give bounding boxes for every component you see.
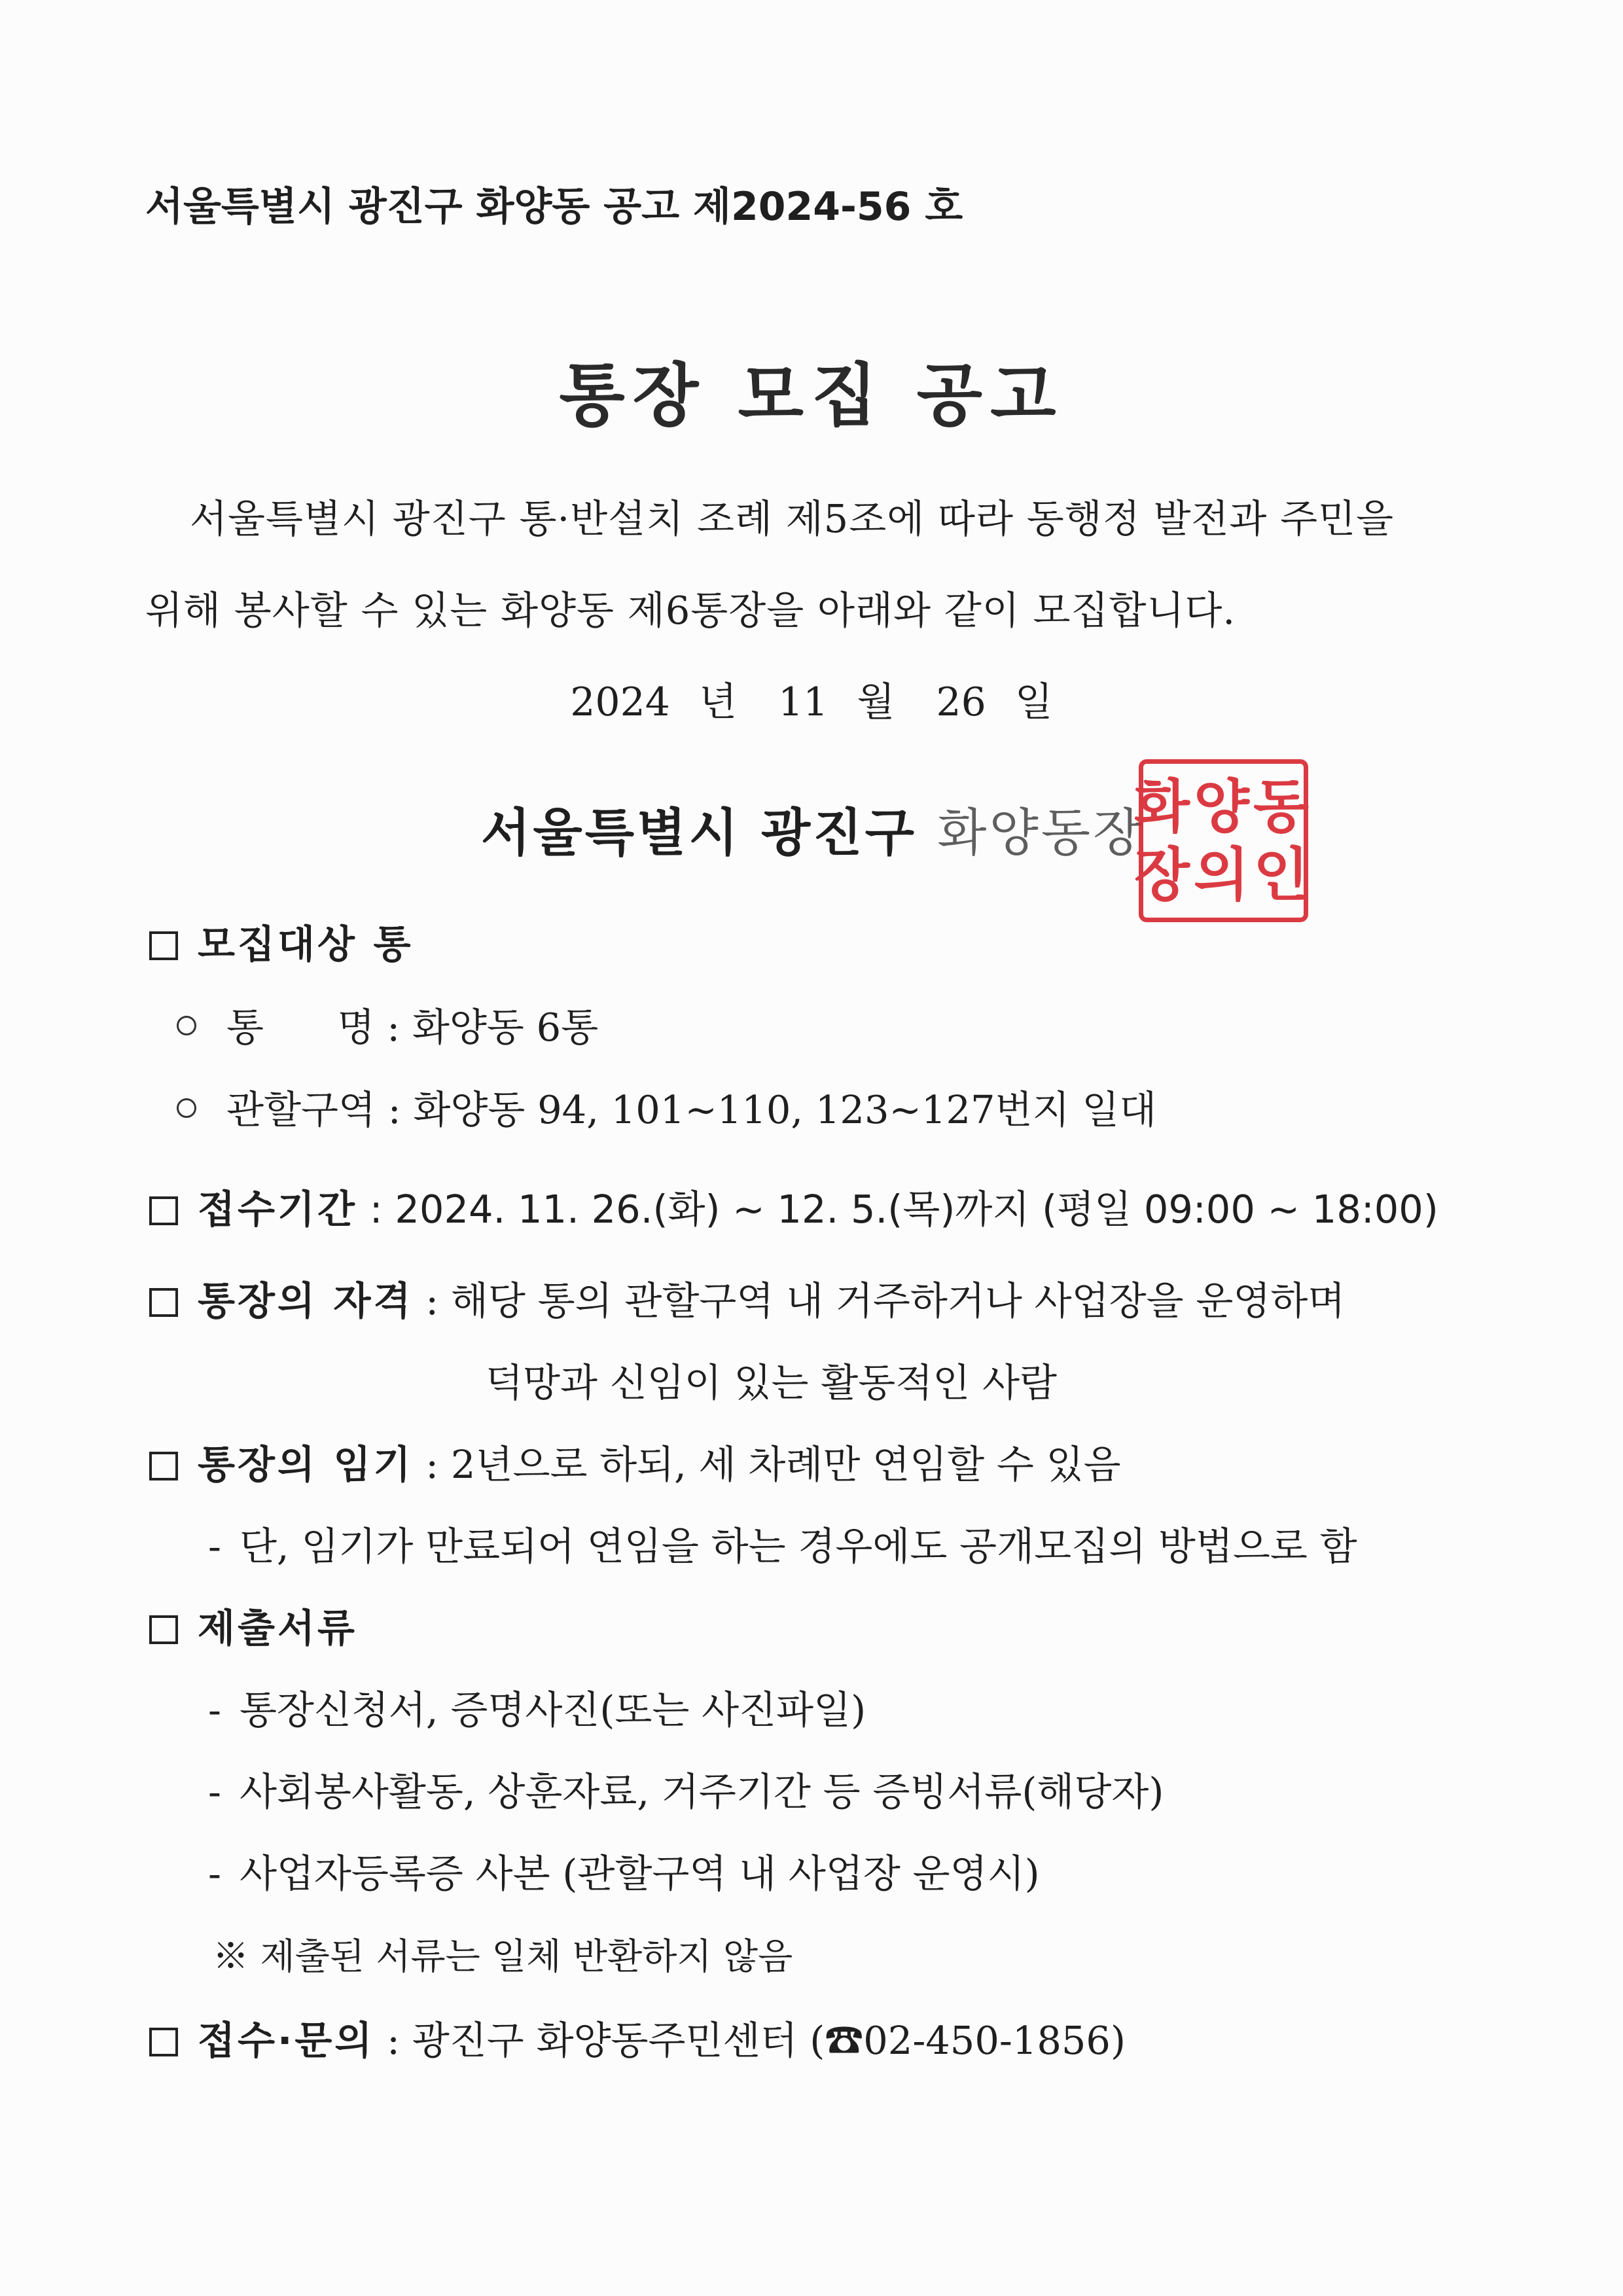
dash-bullet: - — [208, 1687, 221, 1732]
date-day-unit: 일 — [1014, 679, 1053, 725]
documents-item-text: 통장신청서, 증명사진(또는 사진파일) — [239, 1687, 866, 1732]
checkbox-square-icon — [149, 2028, 178, 2056]
checkbox-square-icon — [149, 931, 178, 960]
tong-name-value: : 화양동 6통 — [387, 1005, 599, 1050]
seal-line-2: 장의인 — [1133, 840, 1313, 908]
bullet-circle-icon — [177, 1016, 196, 1035]
checkbox-square-icon — [149, 1615, 178, 1644]
checkbox-square-icon — [149, 1452, 178, 1480]
section-term-label: 통장의 임기 — [198, 1442, 414, 1487]
date-month-unit: 월 — [857, 679, 895, 725]
documents-note: ※ 제출된 서류는 일체 반환하지 않음 — [213, 1935, 793, 1977]
issuer-org: 서울특별시 광진구 — [481, 804, 917, 863]
section-period-label: 접수기간 — [198, 1187, 357, 1232]
section-qualification-label: 통장의 자격 — [198, 1278, 414, 1323]
official-seal — [1133, 759, 1313, 922]
dash-bullet: - — [208, 1851, 221, 1896]
section-qualification-value-1: : 해당 통의 관할구역 내 거주하거나 사업장을 운영하며 — [425, 1278, 1346, 1323]
section-documents-label: 제출서류 — [198, 1605, 357, 1651]
dash-bullet: - — [208, 1769, 221, 1814]
dash-bullet: - — [208, 1524, 221, 1569]
section-target-label: 모집대상 통 — [198, 922, 414, 967]
section-target — [149, 913, 414, 969]
intro-line-1: 서울특별시 광진구 통·반설치 조례 제5조에 따라 동행정 발전과 주민을 — [190, 496, 1395, 541]
documents-item — [208, 1842, 1040, 1898]
area-label: 관할구역 — [226, 1087, 376, 1132]
section-contact-label: 접수·문의 — [198, 2018, 375, 2063]
target-tong-name — [177, 996, 598, 1052]
documents-item — [208, 1761, 1164, 1816]
checkbox-square-icon — [149, 1196, 178, 1225]
issuer — [481, 792, 1145, 865]
section-period-value: : 2024. 11. 26.(화) ~ 12. 5.(목)까지 (평일 09:00 ~ 18:00) — [369, 1187, 1438, 1232]
date-year: 2024 — [570, 679, 670, 725]
documents-item-text: 사회봉사활동, 상훈자료, 거주기간 등 증빙서류(해당자) — [239, 1769, 1164, 1814]
intro-line-2: 위해 봉사할 수 있는 화양동 제6통장을 아래와 같이 모집합니다. — [145, 588, 1236, 633]
seal-line-1: 화양동 — [1133, 772, 1313, 840]
date-day: 26 — [936, 679, 986, 725]
section-term — [149, 1433, 1121, 1489]
date-month: 11 — [778, 679, 829, 725]
target-area — [177, 1079, 1156, 1134]
section-qualification — [149, 1270, 1345, 1325]
area-value: : 화양동 94, 101~110, 123~127번지 일대 — [387, 1087, 1157, 1132]
documents-item-text: 사업자등록증 사본 (관할구역 내 사업장 운영시) — [239, 1851, 1040, 1896]
term-note-text: 단, 임기가 만료되어 연임을 하는 경우에도 공개모집의 방법으로 함 — [239, 1524, 1357, 1569]
tong-name-label: 통 명 — [226, 1005, 375, 1050]
section-documents — [149, 1597, 357, 1653]
section-term-value: : 2년으로 하되, 세 차례만 연임할 수 있음 — [425, 1442, 1121, 1487]
term-note — [208, 1515, 1357, 1571]
issuer-title: 화양동장 — [937, 804, 1145, 863]
notice-number: 서울특별시 광진구 화양동 공고 제2024-56 호 — [145, 184, 963, 230]
documents-item — [208, 1679, 866, 1734]
bullet-circle-icon — [177, 1098, 196, 1118]
date-year-unit: 년 — [698, 679, 737, 725]
notice-date — [0, 671, 1623, 727]
section-contact-value: : 광진구 화양동주민센터 (☎02-450-1856) — [387, 2018, 1126, 2063]
page-title: 통장 모집 공고 — [559, 355, 1064, 435]
section-contact — [149, 2009, 1126, 2065]
checkbox-square-icon — [149, 1288, 178, 1317]
section-period — [149, 1178, 1438, 1234]
section-qualification-value-2: 덕망과 신임이 있는 활동적인 사람 — [486, 1360, 1057, 1405]
